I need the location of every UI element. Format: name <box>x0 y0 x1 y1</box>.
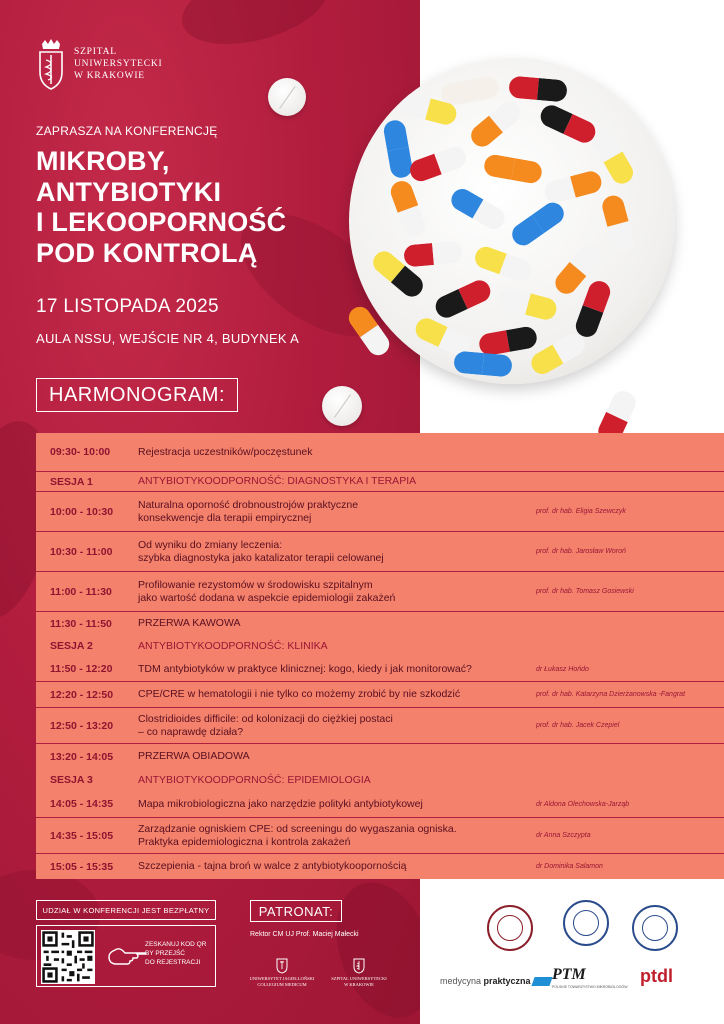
schedule-row <box>36 433 724 471</box>
logo-line: SZPITAL <box>74 47 117 57</box>
schedule-description <box>138 579 532 605</box>
description-line: Naturalna oporność drobnoustrojów praktyczne <box>138 498 359 511</box>
logo-word: medycyna <box>440 976 484 986</box>
invite-text: ZAPRASZA NA KONFERENCJĘ <box>36 124 218 138</box>
schedule-speaker: dr Dominika Salamon <box>536 863 603 870</box>
capsule-icon <box>600 193 636 255</box>
schedule-time: 11:50 - 12:20 <box>50 663 113 675</box>
capsule-icon <box>573 278 614 340</box>
schedule-time: SESJA 3 <box>50 774 93 786</box>
hospital-crest-icon <box>36 38 66 90</box>
title-line: POD KONTROLĄ <box>36 237 258 268</box>
hospital-crest-icon <box>352 956 366 974</box>
medycyna-praktyczna-logo <box>440 976 551 986</box>
hospital-logo <box>36 38 163 90</box>
schedule-speaker: dr Łukasz Hońdo <box>536 665 589 673</box>
description-line: – co naprawdę działa? <box>138 725 244 738</box>
schedule-description <box>138 688 532 701</box>
schedule-row <box>36 635 724 657</box>
schedule-time: SESJA 2 <box>50 640 93 652</box>
capsule-icon <box>407 144 469 185</box>
description-line: TDM antybiotyków w praktyce klinicznej: kogo, kiedy i jak monitorować? <box>138 662 472 675</box>
free-participation-note: UDZIAŁ W KONFERENCJI JEST BEZPŁATNY <box>36 900 216 920</box>
schedule-row <box>36 791 724 817</box>
schedule-description <box>138 823 532 849</box>
session-title <box>138 475 532 488</box>
logo-line: W KRAKOWIE <box>344 982 374 987</box>
schedule-speaker: dr Anna Szczypta <box>536 832 591 839</box>
capsule-icon <box>388 178 429 240</box>
schedule-row <box>36 611 724 635</box>
schedule-speaker: prof. dr hab. Jarosław Woroń <box>536 548 626 555</box>
schedule-row <box>36 531 724 571</box>
capsule-icon <box>453 351 513 378</box>
description-line: Od wyniku do zmiany leczenia: <box>138 538 283 551</box>
suk-logo-small <box>322 956 396 988</box>
logo-line: SZPITAL UNIWERSYTECKI <box>331 976 387 981</box>
schedule-time: 14:05 - 14:35 <box>50 798 114 810</box>
description-line: jako wartość dodana w aspekcie epidemiologii zakażeń <box>138 591 396 604</box>
description-line: Zarządzanie ogniskiem CPE: od screeningu do wygaszania ogniska. <box>138 822 457 835</box>
schedule-row <box>36 769 724 791</box>
schedule-row <box>36 743 724 769</box>
title-line: MIKROBY, <box>36 146 170 176</box>
schedule-time: 12:50 - 13:20 <box>50 719 114 732</box>
schedule-time: 10:00 - 10:30 <box>50 505 114 518</box>
schedule-row <box>36 707 724 743</box>
capsule-icon <box>478 325 539 357</box>
capsule-icon <box>432 277 494 321</box>
schedule-speaker: prof. dr hab. Jacek Czepiel <box>536 722 620 729</box>
description-line: Szczepienia - tajna broń w walce z antybiotykoopornością <box>138 860 407 872</box>
capsule-icon <box>467 97 526 151</box>
capsule-icon <box>403 241 463 268</box>
schedule-speaker: prof. dr hab. Katarzyna Dzierżanowska -Fangrat <box>536 691 686 698</box>
schedule-row <box>36 817 724 853</box>
break-label <box>138 750 532 763</box>
ptm-subtitle: POLSKIE TOWARZYSTWO MIKROBIOLOGÓW <box>552 985 628 989</box>
description-line: ANTYBIOTYKOODPORNOŚĆ: DIAGNOSTYKA I TERAPIA <box>138 475 417 487</box>
pharmacist-chamber-logo <box>563 900 609 946</box>
session-title <box>138 640 532 653</box>
ptm-logo: PTM <box>552 966 586 983</box>
uj-crest-icon <box>275 956 289 974</box>
schedule-row <box>36 853 724 879</box>
schedule-description <box>138 860 532 873</box>
description-line: ANTYBIOTYKOODPORNOŚĆ: EPIDEMIOLOGIA <box>138 773 371 786</box>
break-label <box>138 617 532 630</box>
registration-box <box>36 925 216 987</box>
title-line: ANTYBIOTYKI <box>36 176 222 207</box>
schedule-description <box>138 539 532 565</box>
schedule-row <box>36 491 724 531</box>
qr-line: ZESKANUJ KOD QR <box>145 941 207 948</box>
logo-word: praktyczna <box>483 976 531 986</box>
ptdl-logo: ptdl <box>640 966 673 986</box>
pill-plate-image <box>349 58 675 384</box>
qr-line: DO REJESTRACJI <box>145 959 201 966</box>
schedule-speaker: dr Aldona Olechowska-Jarząb <box>536 800 630 808</box>
patron-heading: PATRONAT: <box>250 900 342 922</box>
description-line: Rejestracja uczestników/poczęstunek <box>138 445 313 458</box>
conference-date: 17 LISTOPADA 2025 <box>36 296 219 317</box>
schedule-speaker: prof. dr hab. Tomasz Gosiewski <box>536 588 634 595</box>
tablet-icon <box>268 78 306 116</box>
description-line: PRZERWA OBIADOWA <box>138 750 250 762</box>
description-line: CPE/CRE w hematologii i nie tylko co możemy zrobić by nie szkodzić <box>138 688 461 700</box>
microbe-decoration <box>173 0 336 58</box>
description-line: szybka diagnostyka jako katalizator terapii celowanej <box>138 551 384 564</box>
schedule-time: SESJA 1 <box>50 475 93 488</box>
schedule-time: 14:35 - 15:05 <box>50 829 114 842</box>
schedule-table <box>36 433 724 879</box>
pointing-hand-icon <box>107 944 147 968</box>
schedule-time: 12:20 - 12:50 <box>50 688 114 701</box>
schedule-description <box>138 499 532 525</box>
harmonogram-heading: HARMONOGRAM: <box>36 378 238 412</box>
schedule-row <box>36 571 724 611</box>
description-line: Profilowanie rezystomów w środowisku szpitalnym <box>138 578 373 591</box>
capsule-icon <box>483 153 544 185</box>
tablet-icon <box>322 386 362 426</box>
schedule-time: 10:30 - 11:00 <box>50 545 113 558</box>
logo-line: W KRAKOWIE <box>74 71 145 81</box>
qr-line: BY PRZEJŚĆ <box>145 950 185 957</box>
schedule-description <box>138 663 532 676</box>
chamber-seal-logo <box>487 905 533 951</box>
rector-patron: Rektor CM UJ Prof. Maciej Małecki <box>250 931 359 938</box>
capsule-icon <box>508 198 568 249</box>
title-line: I LEKOOPORNOŚĆ <box>36 207 287 237</box>
schedule-description <box>138 798 532 811</box>
capsule-icon <box>497 286 559 322</box>
logo-line: UNIWERSYTET JAGIELLOŃSKI <box>249 976 315 981</box>
schedule-time: 11:30 - 11:50 <box>50 617 112 630</box>
qr-code[interactable] <box>41 930 95 984</box>
capsule-icon <box>542 169 604 205</box>
schedule-description <box>138 713 532 739</box>
logo-line: COLLEGIUM MEDICUM <box>257 982 307 987</box>
logo-line: UNIWERSYTECKI <box>74 59 163 69</box>
capsule-icon <box>508 76 568 103</box>
uj-cm-logo <box>245 956 319 988</box>
description-line: konsekwencje dla terapii empirycznej <box>138 511 312 524</box>
schedule-row <box>36 681 724 707</box>
capsule-icon <box>440 75 501 107</box>
qr-instruction <box>145 940 206 967</box>
medical-chamber-logo <box>632 905 678 951</box>
capsule-icon <box>472 244 534 285</box>
schedule-row <box>36 471 724 491</box>
microbe-decoration <box>319 869 420 1024</box>
capsule-icon <box>537 102 599 146</box>
description-line: Clostridioides difficile: od kolonizacji do ciężkiej postaci <box>138 712 393 725</box>
schedule-speaker: prof. dr hab. Eligia Szewczyk <box>536 508 626 515</box>
session-title <box>138 774 532 787</box>
conference-title <box>36 146 286 268</box>
description-line: PRZERWA KAWOWA <box>138 617 241 629</box>
capsule-icon <box>447 185 508 233</box>
schedule-time: 13:20 - 14:05 <box>50 750 114 763</box>
schedule-time: 11:00 - 11:30 <box>50 585 112 598</box>
description-line: Praktyka epidemiologiczna i kontrola zakażeń <box>138 835 351 848</box>
conference-venue: AULA NSSU, WEJŚCIE NR 4, BUDYNEK A <box>36 331 300 346</box>
description-line: ANTYBIOTYKOODPORNOŚĆ: KLINIKA <box>138 639 328 652</box>
schedule-time: 09:30- 10:00 <box>50 446 111 458</box>
schedule-row <box>36 657 724 681</box>
schedule-time: 15:05 - 15:35 <box>50 860 114 873</box>
description-line: Mapa mikrobiologiczna jako narzędzie polityki antybiotykowej <box>138 797 423 810</box>
schedule-description <box>138 446 532 459</box>
